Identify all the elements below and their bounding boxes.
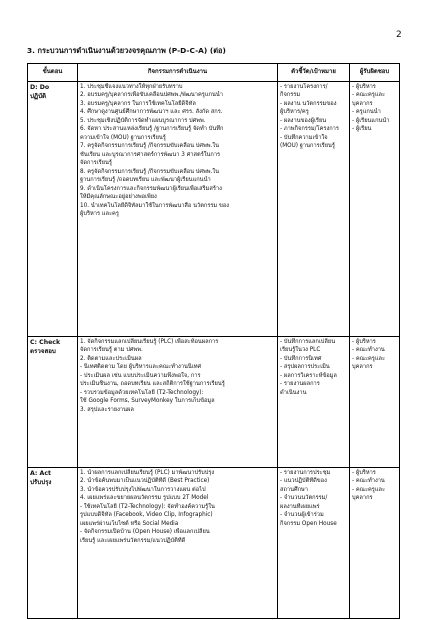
indicator-line: - รายงานโครงการ/ [280,83,328,90]
indicator-line: - รายงานผลการ [280,381,320,387]
responsible-line: - คณะครูและ [352,355,386,362]
responsible-line: - คณะทำงาน [352,478,385,484]
activity-line: 3. นำข้อควรปรับปรุงไปพัฒนาในการวางแผน ต่อไป [80,486,206,493]
indicator-line: เรียนรู้ในวง PLC [280,347,321,353]
indicator-line: - ผลงานของผู้เรียน [280,117,327,124]
activity-line: 1. นำผลการแลกเปลี่ยนเรียนรู้ (PLC) มาพัฒนาปรับปรุง [80,469,215,476]
responsible-cell [350,81,400,336]
activity-line: จัดการเรียนรู้ ตาม ปศพพ. [80,347,143,353]
phase: C: Check [30,338,61,346]
activity-line: 2. นำข้อค้นพบมาเป็นแนวปฏิบัติที่ดี (Best Practice) [80,478,210,484]
indicator-line: - บันทึกความเข้าใจ [280,134,328,141]
responsible-line: - ผู้เรียนแกนนำ [352,117,390,124]
activity-line: 1. จัดกิจกรรมแลกเปลี่ยนเรียนรู้ (PLC) เพื่อสะท้อนผลการ [80,338,219,345]
activity-line: เผยแพร่ผ่านเว็บไซต์ หรือ Social Media [80,520,179,527]
indicator-line: - สรุปผลการประเมิน [280,364,330,370]
activity-line: 2. อบรมครู/บุคลากรเพื่อขับเคลื่อนปศพพ./พัฒนาครูแกนนำ [80,92,223,98]
indicators-cell [278,81,350,336]
phase-cell [28,467,78,618]
indicator-line: - แนวปฏิบัติที่ดีของ [280,478,327,484]
pdca-table [27,63,400,619]
activity-line: - ใช้เทคโนโลยี (T2-Technology): จัดทำองค์ความรู้ใน [80,503,215,510]
activity-line: เรียนรู้ และเผยแพร่นวัตกรรม/แนวปฏิบัติที่ดี [80,537,186,544]
activity-line: ฐานการเรียนรู้ /ถอดบทเรียน และพัฒนาผู้เรียนแกนนำ [80,177,211,183]
responsible-line: - คณะครูและ [352,486,386,493]
responsible-line: - ครูแกนนำ [352,109,381,115]
indicator-line: กิจกรรม Open House [280,520,337,527]
activities-cell [78,467,278,618]
activity-line: 8. ครูจัดกิจกรรมการเรียนรู้ /กิจกรรมขับเคลื่อน ปศพพ.ใน [80,168,220,175]
responsible-cell [350,336,400,467]
header-step: ขั้นตอน [28,64,78,82]
activity-line: 3. อบรมครู/บุคลากร ในการใช้เทคโนโลยีดิจิทัล [80,100,196,107]
indicator-line: สถานศึกษา [280,486,308,493]
indicator-line: - บันทึกการนิเทศ [280,355,322,362]
indicator-line: - รายงานการประชุม [280,469,331,476]
indicator-line: - จำนวนนวัตกรรม/ [280,495,328,501]
activity-line: 5. ประชุมเชิงปฏิบัติการจัดทำแผนบูรณาการ ปศพพ. [80,117,206,124]
indicator-line: - ผลการวิเคราะห์ข้อมูล [280,372,337,379]
indicators-cell [278,336,350,467]
activity-line: ความเข้าใจ (MOU) ฐานการเรียนรู้ [80,134,166,141]
indicator-line: - จำนวนผู้เข้าร่วม [280,512,324,518]
activity-line: ให้มีคุณลักษณะอยู่อย่างพอเพียง [80,194,157,200]
indicator-line: ผลงานที่เผยแพร่ [280,503,320,510]
responsible-cell [350,467,400,618]
responsible-line: บุคลากร [352,100,373,107]
activities-cell [78,336,278,467]
phase: A: Act [30,469,51,477]
responsible-line: - ผู้บริหาร [352,83,376,90]
indicator-line: - บันทึกการแลกเปลี่ยน [280,338,336,345]
activity-line: - รวบรวมข้อมูลด้วยเทคโนโลยี (T2-Technology): [80,389,204,396]
phase: ตรวจสอบ [30,347,56,355]
responsible-line: บุคลากร [352,495,373,501]
activity-line: จัดการเรียนรู้ [80,160,112,166]
activity-line: - จัดกิจกรรมเปิดบ้าน (Open House) เพื่อแลกเปลี่ยน [80,529,210,535]
phase: ปรับปรุง [30,478,52,486]
activities-cell [78,81,278,336]
indicator-line: - ผลงาน นวัตกรรมของ [280,100,337,107]
header-activities: กิจกรรมการดำเนินงาน [78,64,278,82]
activity-line: 4. เผยแพร่และขยายผลนวัตกรรม รูปแบบ 2T Model [80,495,209,501]
activity-line: 3. สรุปและรายงานผล [80,406,134,413]
phase-cell [28,81,78,336]
activity-line: 4. ศึกษาดูงานศูนย์ศึกษาการพัฒนาฯ และ ศรร. สังกัด สกร. [80,109,223,115]
responsible-line: - ผู้เรียน [352,126,372,132]
header-indicators: ตัวชี้วัด/เป้าหมาย [278,64,350,82]
page-number: 2 [396,30,402,40]
responsible-line: - ผู้บริหาร [352,338,376,345]
activity-line: 1. ประชุมชี้แจงแนวทางให้ทุกฝ่ายรับทราบ [80,83,183,90]
activity-line: - นิเทศติดตาม โดย ผู้บริหารและคณะทำงานนิเทศ [80,364,202,370]
phase-cell [28,336,78,467]
activity-line: 6. จัดหา ประสานแหล่งเรียนรู้ /ฐานการเรียนรู้ จัดทำ บันทึก [80,126,224,132]
indicator-line: ดำเนินงาน [280,389,307,396]
activity-line: ประเมินชิ้นงาน, ถอดบทเรียน และสถิติการใช้ฐานการเรียนรู้ [80,381,225,387]
activity-line: 2. ติดตามและประเมินผล [80,355,142,362]
responsible-line: - คณะครูและ [352,92,386,98]
table-header-row [28,64,400,82]
indicator-line: - ภาพกิจกรรม/โครงการ [280,126,339,132]
responsible-line: - ผู้บริหาร [352,469,376,476]
header-responsible: ผู้รับผิดชอบ [350,64,400,82]
section-heading: 3. กระบวนการดำเนินงานด้วยวงจรคุณภาพ (P-D-C-A) (ต่อ) [27,46,226,55]
activity-line: 7. ครูจัดกิจกรรมการเรียนรู้ /กิจกรรมขับเคลื่อน ปศพพ.ใน [80,143,220,149]
activity-line: ชั้นเรียน และบูรณาการศาสตร์การพัฒนา 3 ศาสตร์ในการ [80,151,221,158]
indicator-line: กิจกรรม [280,92,301,98]
indicator-line: (MOU) ฐานการเรียนรู้ [280,143,335,149]
table-row-act [28,467,400,618]
indicators-cell [278,467,350,618]
activity-line: ผู้บริหาร และครู [80,211,119,217]
phase: D: Do [30,83,50,91]
activity-line: - ประเมินผล เช่น แบบประเมินความพึงพอใจ, การ [80,372,201,379]
activity-line: รูปแบบดิจิทัล (Facebook, Video Clip, Infographic) [80,512,213,518]
indicator-line: ผู้บริหาร/ครู [280,109,309,115]
activity-line: 9. ดำเนินโครงการและกิจกรรมพัฒนาผู้เรียนเพื่อเสริมสร้าง [80,185,222,192]
table-row-check [28,336,400,467]
activity-line: 10. นำเทคโนโลยีดิจิทัลมาใช้ในการพัฒนาสื่อ นวัตกรรม ของ [80,202,230,209]
table-row-do [28,81,400,336]
activity-line: ใช้ Google Forms, SurveyMonkey ในการเก็บข้อมูล [80,398,215,404]
responsible-line: บุคลากร [352,364,373,370]
phase: ปฏิบัติ [30,92,47,100]
responsible-line: - คณะทำงาน [352,347,385,353]
